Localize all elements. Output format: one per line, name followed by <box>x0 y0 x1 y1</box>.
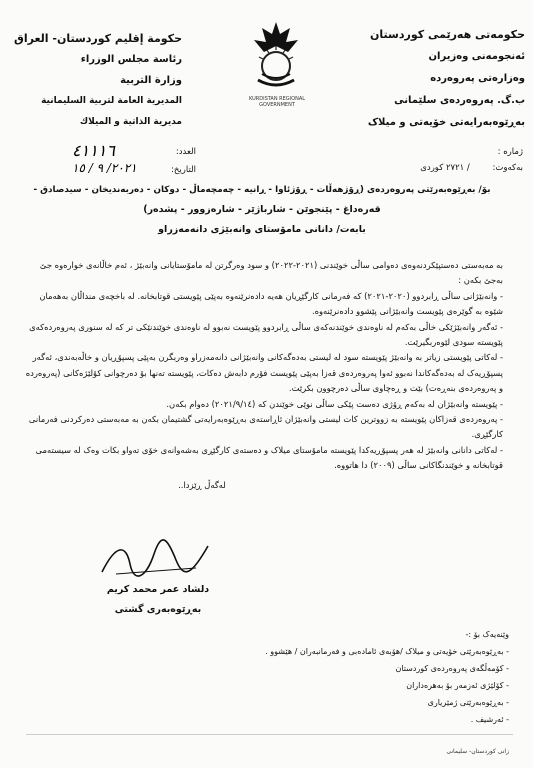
date-value-handwritten: ٢٠٢١/ ٩ / ١٥ <box>72 161 137 175</box>
intro-paragraph: بە مەبەستی دەستپێکردنەوەی دەوامی ساڵی خوێندنی (٢٠٢١-٢٠٢٢) و سود وەرگرتن لە مامۆستایانی وانەبێژ ، ئەم خاڵانەی خوارەوە جێ بەجێ بکەن : <box>39 260 503 286</box>
subject-line: بابەت/ دانانی مامۆستای وانەبێژی دانەمەزراو <box>158 224 366 235</box>
header-kurdish-line2: ئەنجومەنی وەزیران <box>428 51 525 62</box>
copies-to <box>69 626 509 728</box>
reference-block-arabic <box>66 141 196 179</box>
header-kurdish-line3: وەزارەتی پەروەردە <box>430 73 525 84</box>
header-kurdish <box>353 24 525 134</box>
list-item: - لەکاتی پێویستی زیاتر بە وانەبێژ پێویستە سود لە لیستی بەدەگەکانی وانەبێژانی دانەمەزراو وەربگرن بەپێی پسپۆڕیان و خاڵەبەندی، ئەگەر پسپۆڕیەک لە بەدەگەکاندا نەبوو ئەوا پەروەردەی قەزا بەپێی پێویست فۆرم دابەش دەکات، پێویستە تەنها بۆ دەرچوانی کۆلێژەکانی (پەروەردە و پەروەردەی بنەڕەت) بێت و ڕەچاوی ساڵی دەرچوون بکرێت. <box>21 350 503 396</box>
number-label-kurdish: ژمارە : <box>497 147 523 157</box>
header-arabic <box>12 28 182 133</box>
signatory-name: دلشاد عمر محمد کریم <box>106 584 210 595</box>
list-item: - پێویستە وانەبێژان لە بەکەم ڕۆژی دەست پێکی ساڵی نوێی خوێندن کە (٢٠٢١/٩/١٤) دەوام بکەن. <box>21 397 503 412</box>
date-label-kurdish: بەکەوت: <box>492 163 523 173</box>
reference-block-kurdish <box>343 147 523 173</box>
header-arabic-line2: رئاسة مجلس الوزراء <box>80 54 182 65</box>
header-arabic-line5: مديرية الذاتية و الميلاك <box>79 117 182 127</box>
closing-line: لەگەڵ ڕێزدا.. <box>178 479 226 490</box>
list-item: - ئەرشیف . <box>69 711 509 728</box>
number-value-handwritten: ٤١١١٦ <box>72 141 115 160</box>
date-value-kurdish: / ٢٧٢١ کوردی <box>420 163 470 173</box>
signatory-title: بەڕێوەبەری گشتی <box>114 604 202 615</box>
signatory-block <box>88 580 228 620</box>
header-arabic-line4: المديرية العامة لتربية السليمانية <box>41 96 182 106</box>
header-arabic-line1: حكومة إقليم كوردستان- العراق <box>14 32 182 45</box>
recipient-line2: قەرەداغ - پێنجوێن - شارباژێر - شارەزوور - پشدەر) <box>143 204 381 215</box>
list-item: - لەکاتی دانانی وانەبێژ لە هەر پسپۆڕیەکدا پێویستە مامۆستای میلاک و دەستەی کارگێڕی بەشەوانەی خۆی تەواو بکات وەک لە سیستەمی قوتابخانە و خوێندنگاکانی ساڵی (٢٠٠٩) دا هاتووە. <box>21 443 503 474</box>
date-label: التاريخ: <box>171 165 196 175</box>
header-kurdish-line5: بەڕێوەبەرایەتی خۆیەتی و میلاک <box>367 117 525 128</box>
header-kurdish-line4: ب.گ. پەروەردەی سلێمانی <box>394 95 525 106</box>
copies-heading: وێنەیەک بۆ :- <box>465 630 509 639</box>
list-item: - کۆمەڵگەی پەروەردەی کوردستان <box>69 660 509 677</box>
emblem-caption: KURDISTAN REGIONAL GOVERNMENT <box>248 96 306 108</box>
list-item: - وانەبێژانی ساڵی ڕابردوو (٢٠٢٠-٢٠٢١) کە فەرمانی کارگێڕیان هەیە دادەنرێنەوە بەپێی پێویستی قوتابخانە. لە باخچەی منداڵان بەهەمان شێوە بە گوێرەی پێویست وانەبێژانی پێشوو دادەنرێنەوە. <box>21 289 503 320</box>
handwritten-signature <box>96 534 216 582</box>
list-item: - ئەگەر وانەبێژێکی خاڵی بەکەم لە ناوەندی خوێندنەکەی ساڵی ڕابردوو پێویست نەبوو لە ناوەندی خوێندنێکی تر کە لە سنوری پەروەردەکەی پێویستە سودی لێوەربگیرێت. <box>21 320 503 351</box>
letter-body <box>21 258 503 493</box>
list-item: - کۆلێژی ئەزمەر بۆ بەهرەداران <box>69 677 509 694</box>
footer-divider <box>26 734 513 735</box>
subject-block <box>27 180 497 240</box>
kurdistan-emblem-icon <box>244 16 308 96</box>
recipient-line1: بۆ/ بەڕێوەبەرێتی پەروەردەی (ڕۆژهەڵات - ڕۆژئاوا - ڕانیە - چەمچەماڵ - دوکان - دەربەندیخان - سیدصادق - <box>33 185 491 195</box>
number-label: العدد: <box>175 147 196 157</box>
header-arabic-line3: وزارة التربية <box>120 75 182 86</box>
footer-text: زانی کوردستان- سلیمانی <box>446 748 509 755</box>
list-item: - بەڕێوەبەرێتی ژمێریاری <box>69 694 509 711</box>
list-item: - پەروەردەی قەزاکان پێویستە بە زووترین کات لیستی وانەبێژان ئاڕاستەی بەڕێوەبەرایەتی گشتیمان بکەن بە مەبەستی دەرکردنی فەرمانی کارگێڕی. <box>21 412 503 443</box>
list-item: - بەڕێوەبەرێتی خۆیەتی و میلاک /هۆبەی ئامادەبی و فەرمانبەران / هێشوو . <box>69 643 509 660</box>
header-kurdish-line1: حکومەتی هەرێمی کوردستان <box>370 28 525 41</box>
